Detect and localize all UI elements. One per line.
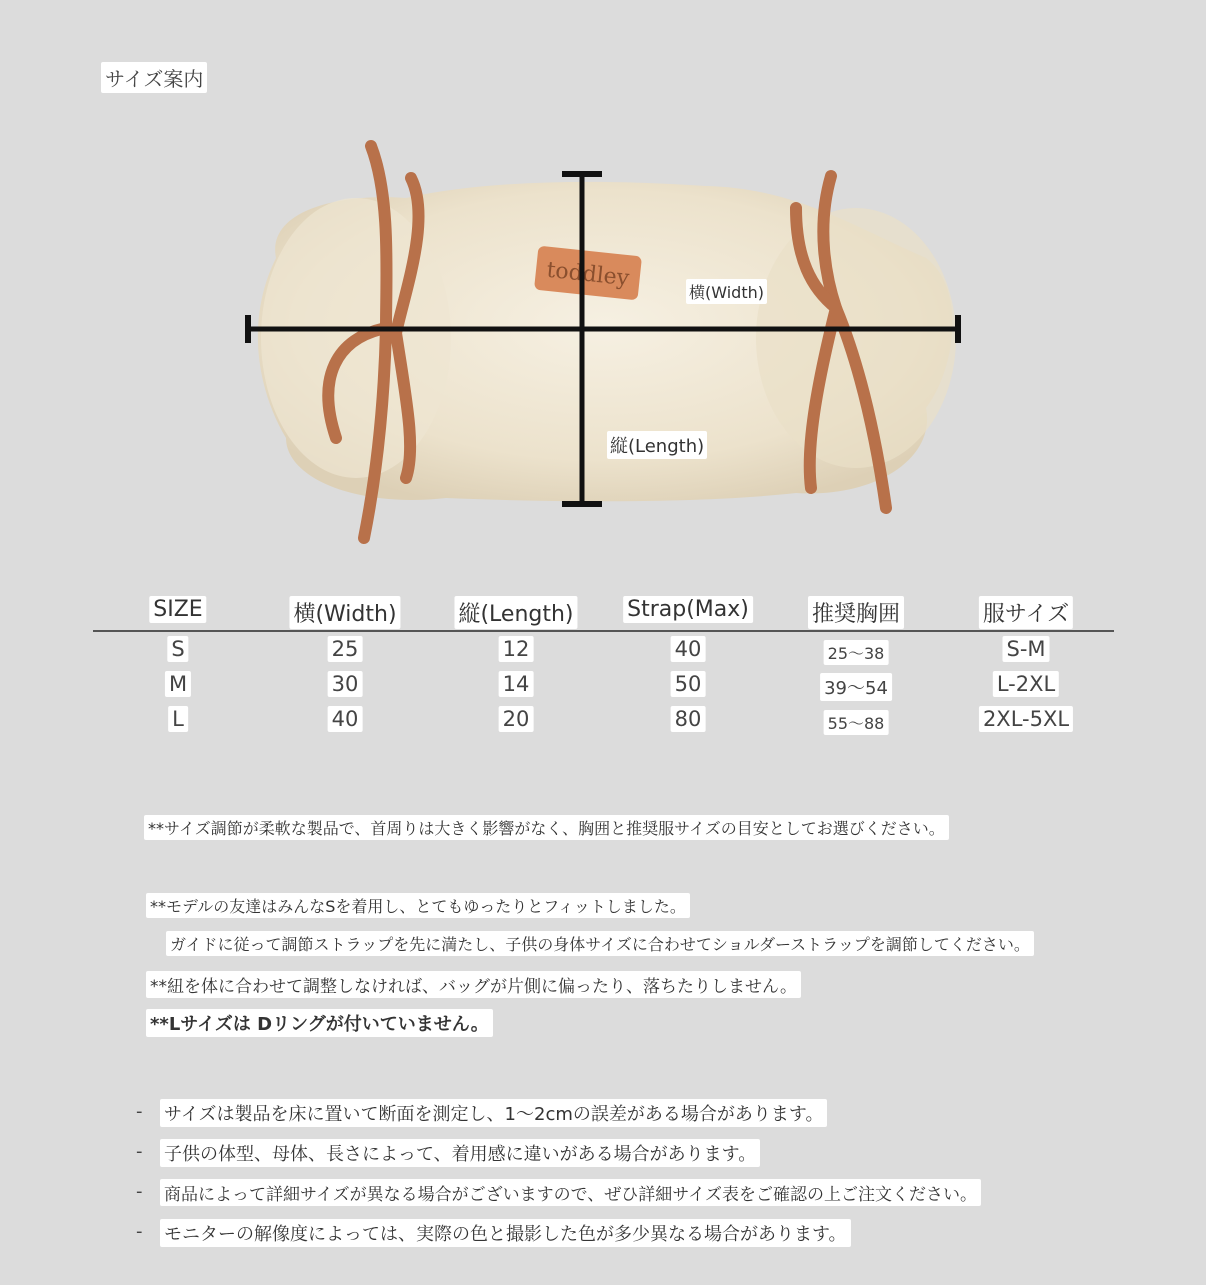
table-row (93, 706, 1114, 738)
note-strap-guide: ガイドに従って調節ストラップを先に満たし、子供の身体サイズに合わせてショルダーストラップを調節してください。 (166, 931, 1034, 956)
header-divider (93, 630, 1114, 632)
list-item: 商品によって詳細サイズが異なる場合がございますので、ぜひ詳細サイズ表をご確認の上ご注文ください。 (160, 1179, 981, 1206)
cell-size: S (167, 636, 188, 662)
cell-length: 20 (499, 706, 534, 732)
product-figure (236, 138, 976, 548)
bullet-marker: - (136, 1181, 143, 1202)
cell-clothing: L-2XL (993, 671, 1059, 697)
cell-clothing: 2XL-5XL (979, 706, 1073, 732)
cell-length: 12 (499, 636, 534, 662)
header-size: SIZE (149, 596, 206, 623)
cell-width: 25 (328, 636, 363, 662)
cell-width: 30 (328, 671, 363, 697)
cell-clothing: S-M (1002, 636, 1049, 662)
brand-tag-text: toddley (545, 257, 631, 292)
list-item: 子供の体型、母体、長さによって、着用感に違いがある場合があります。 (160, 1139, 760, 1167)
cell-chest: 39～54 (820, 673, 892, 701)
length-label: 縦(Length) (607, 431, 707, 459)
bullet-marker: - (136, 1101, 143, 1122)
list-item: サイズは製品を床に置いて断面を測定し、1～2cmの誤差がある場合があります。 (160, 1099, 827, 1127)
width-label: 横(Width) (686, 279, 767, 304)
cell-size: L (168, 706, 188, 732)
cell-strap: 80 (671, 706, 706, 732)
note-d-ring: **Lサイズは Dリングが付いていません。 (146, 1009, 493, 1037)
header-chest: 推奨胸囲 (808, 596, 904, 629)
page-title: サイズ案内 (101, 62, 207, 93)
bullet-marker: - (136, 1141, 143, 1162)
note-tie-adjust: **紐を体に合わせて調整しなければ、バッグが片側に偏ったり、落ちたりしません。 (146, 971, 801, 998)
cell-strap: 40 (671, 636, 706, 662)
header-strap: Strap(Max) (623, 596, 753, 623)
table-header (93, 596, 1114, 630)
header-width: 横(Width) (289, 596, 400, 629)
header-clothing: 服サイズ (979, 596, 1073, 629)
table-row (93, 671, 1114, 703)
bullet-marker: - (136, 1221, 143, 1242)
cell-chest: 55～88 (824, 710, 889, 735)
table-row (93, 636, 1114, 668)
note-adjustable: **サイズ調節が柔軟な製品で、首周りは大きく影響がなく、胸囲と推奨服サイズの目安としてお選びください。 (144, 815, 949, 840)
cell-chest: 25～38 (824, 640, 889, 665)
list-item: モニターの解像度によっては、実際の色と撮影した色が多少異なる場合があります。 (160, 1219, 851, 1247)
cell-width: 40 (328, 706, 363, 732)
cell-strap: 50 (671, 671, 706, 697)
cell-length: 14 (499, 671, 534, 697)
cell-size: M (165, 671, 191, 697)
note-model-fit: **モデルの友達はみんなSを着用し、とてもゆったりとフィットしました。 (146, 893, 690, 918)
header-length: 縦(Length) (454, 596, 577, 629)
